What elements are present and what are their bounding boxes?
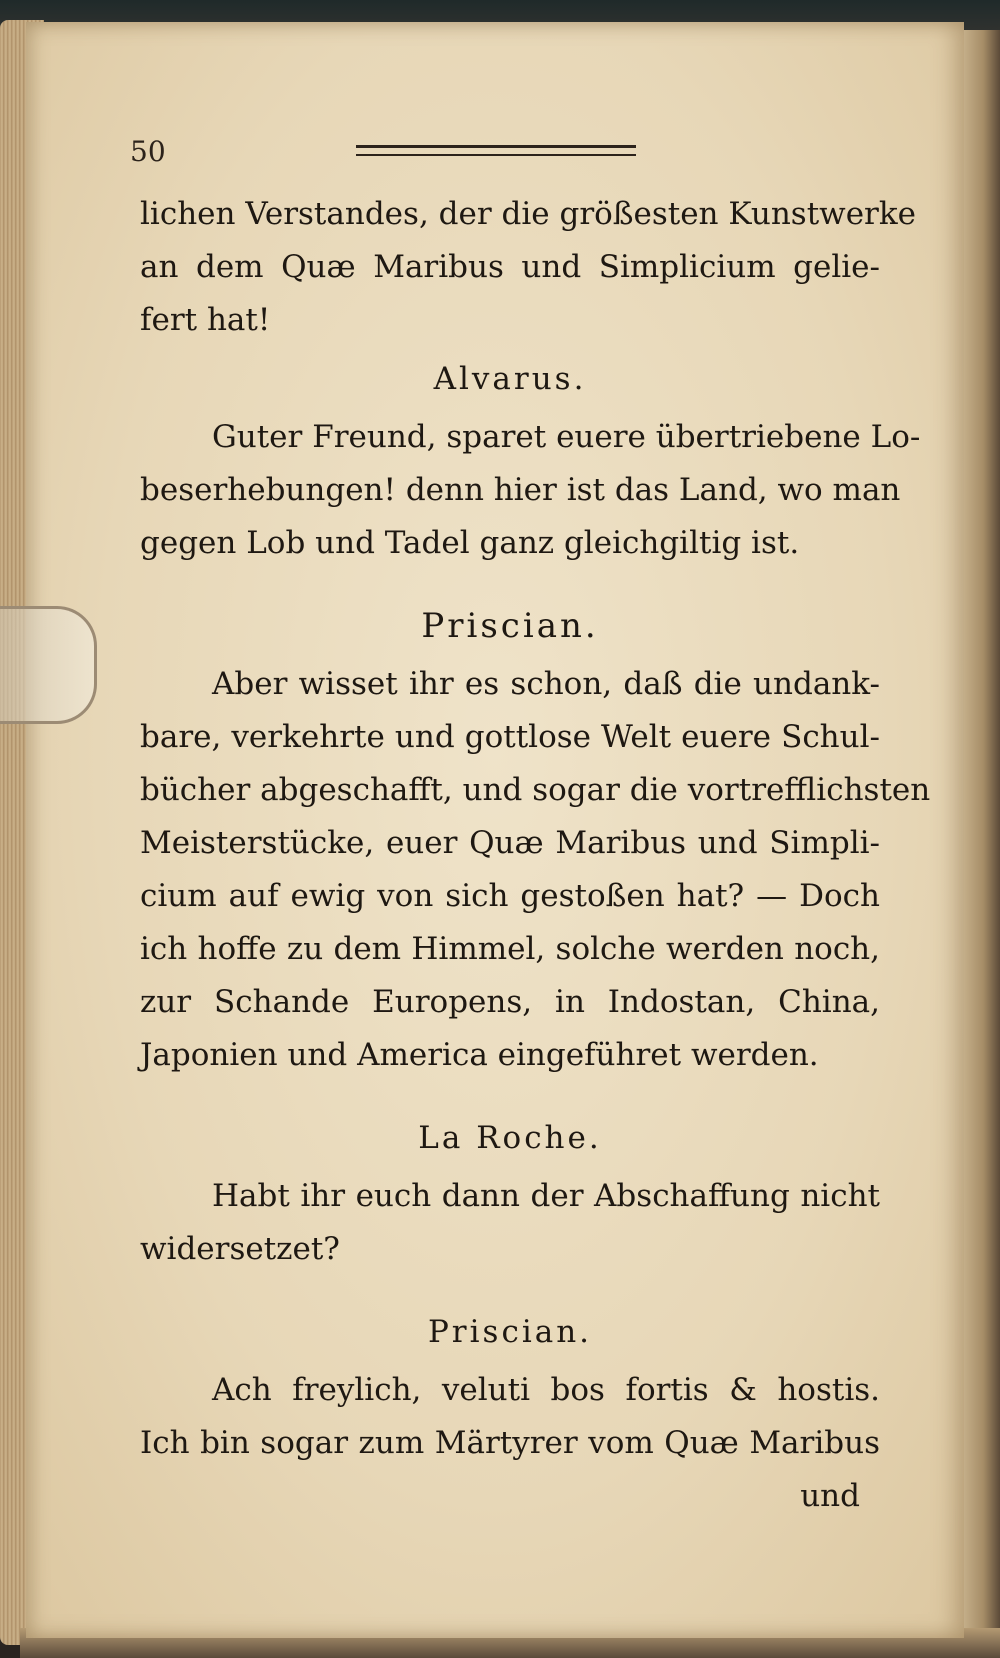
text-line: bare, verkehrte und gottlose Welt euere Schul- bbox=[140, 719, 880, 755]
page-header bbox=[130, 135, 690, 175]
text-line: Ich bin sogar zum Märtyrer vom Quæ Maribus bbox=[140, 1425, 880, 1461]
text-line: ich hoffe zu dem Himmel, solche werden noch, bbox=[140, 931, 880, 967]
text-line: Ach freylich, veluti bos fortis & hostis. bbox=[212, 1372, 880, 1408]
text-line: bücher abgeschafft, und sogar die vortrefflichsten bbox=[140, 772, 931, 808]
page-number: 50 bbox=[130, 135, 166, 168]
text-line: Meisterstücke, euer Quæ Maribus und Simpli- bbox=[140, 825, 880, 861]
text-line: widersetzet? bbox=[140, 1231, 340, 1267]
speaker-heading: La Roche. bbox=[418, 1120, 602, 1156]
text-line: gegen Lob und Tadel ganz gleichgiltig ist. bbox=[140, 525, 800, 561]
text-line: beserhebungen! denn hier ist das Land, wo man bbox=[140, 472, 901, 508]
page-edge-right bbox=[958, 30, 1000, 1640]
text-line: zur Schande Europens, in Indostan, China, bbox=[140, 984, 880, 1020]
page-text bbox=[140, 188, 931, 1523]
text-line: lichen Verstandes, der die größesten Kunstwerke bbox=[140, 196, 916, 232]
speaker-heading: Priscian. bbox=[421, 606, 599, 646]
text-line: an dem Quæ Maribus und Simplicium gelie- bbox=[140, 249, 880, 285]
speaker-heading: Alvarus. bbox=[433, 361, 587, 397]
text-line: Japonien und America eingeführet werden. bbox=[140, 1037, 819, 1073]
text-line: Aber wisset ihr es schon, daß die undank- bbox=[212, 666, 880, 702]
text-line: cium auf ewig von sich gestoßen hat? — Doch bbox=[140, 878, 880, 914]
catchword: und bbox=[800, 1478, 860, 1514]
text-line: Habt ihr euch dann der Abschaffung nicht bbox=[212, 1178, 880, 1214]
page-clip bbox=[0, 606, 97, 724]
text-line: Guter Freund, sparet euere übertriebene Lo- bbox=[212, 419, 921, 455]
header-rule-thin bbox=[356, 154, 636, 156]
header-rule bbox=[356, 145, 636, 148]
text-line: fert hat! bbox=[140, 302, 271, 338]
speaker-heading: Priscian. bbox=[427, 1314, 593, 1350]
